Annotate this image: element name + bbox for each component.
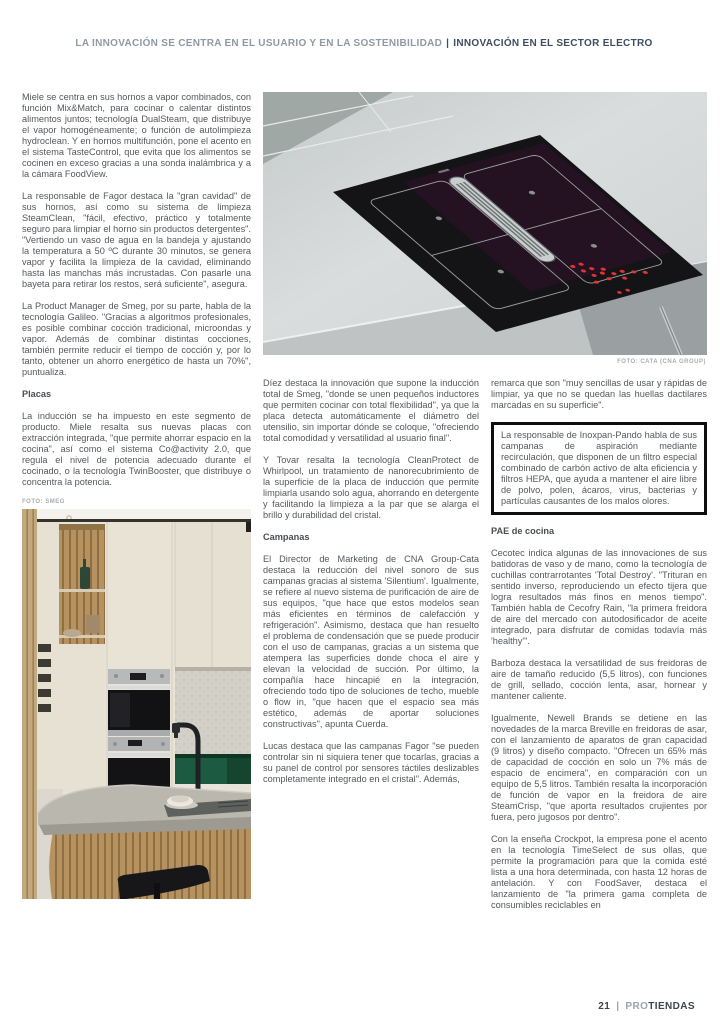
section-heading-campanas: Campanas bbox=[263, 532, 310, 542]
highlight-box-text: La responsable de Inoxpan-Pando habla de sus campanas de aspiración mediante recirculación, que disponen de un filtro especial combinado de carbón activo de alta eficiencia y filtros HEPA, que ayuda a mantener el aire libre de polvo, polen, ácaros, virus, bacterias y partículas causantes de los malos olores. bbox=[501, 430, 697, 506]
photo-credit-cata: FOTO: CATA (CNA GROUP) bbox=[617, 359, 706, 365]
body-paragraph: Barboza destaca la versatilidad de sus freidoras de aire de tamaño reducido (5,5 litros), con funciones de grill, sellado, cocción lenta, asar, hornear y mantener caliente. bbox=[491, 658, 707, 701]
header-separator: | bbox=[446, 38, 450, 49]
cooktop-photo bbox=[263, 92, 707, 355]
body-paragraph: remarca que son "muy sencillas de usar y rápidas de limpiar, ya que no se quedan las huellas dactilares marcadas en su superficie". bbox=[491, 378, 707, 410]
body-paragraph: Miele se centra en sus hornos a vapor combinados, con función Mix&Match, para cocinar o calentar distintos alimentos juntos; tecnología DualSteam, que distribuye el vapor homogéneamente; o función de autolimpieza hydroclean. Y en hornos multifunción, pone el acento en el sistema TasteControl, que evita que los alimentos se cocinen en exceso gracias a una sonda inalámbrica y a la cámara FoodView. bbox=[22, 92, 251, 179]
body-paragraph: Igualmente, Newell Brands se detiene en las novedades de la marca Breville en freidoras de asar, con el lanzamiento de aparatos de gran capacidad (9 litros) y diseño compacto. "Ofrecen un 65% más de capacidad de cocción en solo un 7% más de espacio de encimera", en comparación con un equipo de 5,5 litros. También resalta la incorporación de función de vapor en la freidora de aire SteamCrisp, "que aporta resultados crujientes por fuera, pero jugosos por dentro". bbox=[491, 713, 707, 822]
header-kicker: LA INNOVACIÓN SE CENTRA EN EL USUARIO Y EN LA SOSTENIBILIDAD bbox=[75, 38, 443, 49]
column-right bbox=[491, 378, 707, 922]
page-footer bbox=[598, 1001, 695, 1012]
brand-light-part: PRO bbox=[625, 1001, 649, 1012]
body-paragraph: La responsable de Fagor destaca la "gran cavidad" de sus hornos, así como su sistema de limpieza SteamClean, "fácil, efectivo, práctico y totalmente seguro para limpiar el horno sin productos detergentes". "Vertiendo un vaso de agua en la bandeja y ajustando la temperatura a 50 ºC durante 30 minutos, se genera vapor y facilita la limpieza de la cavidad, eliminando hasta las manchas más incrustadas. Con pasarle una bayeta para retirar los restos, será suficiente", asegura. bbox=[22, 191, 251, 289]
body-paragraph: Cecotec indica algunas de las innovaciones de sus batidoras de vaso y de mano, como la tecnología de cuchillas contrarrotantes 'Total Destroy'. "Trituran en sentido inverso, reproduciendo un efecto tijera que logra resultados más finos en menos tiempo". También habla de Cecofry Rain, "la primera freidora de aire del mercado con autodosificador de aceite integrado, para disfrutar de comidas todavía más 'healthy'". bbox=[491, 548, 707, 646]
article-body bbox=[22, 92, 707, 922]
page-number: 21 bbox=[598, 1001, 611, 1012]
brand-bold-part: TIENDAS bbox=[648, 1001, 695, 1012]
body-paragraph: La Product Manager de Smeg, por su parte, habla de la tecnología Galileo. "Gracias a algoritmos profesionales, es posible combinar cocción tradicional, microondas y vapor. Además de combinar distintas cocciones, también permite reducir el tiempo de cocción y, por lo tanto, obtener un ahorro energético de hasta un 70%", puntualiza. bbox=[22, 301, 251, 377]
page-header bbox=[0, 38, 728, 49]
body-paragraph: Y Tovar resalta la tecnología CleanProtect de Whirlpool, un tratamiento de nanorecubrimiento de la superficie de la placa de inducción que permite limpiarla usando solo agua, ahorrando en detergente y facilitando la limpieza a la par que se alarga el brillo y durabilidad del cristal. bbox=[263, 455, 479, 520]
body-paragraph: Díez destaca la innovación que supone la inducción total de Smeg, "donde se unen pequeños inductores que permiten cocinar con total flexibilidad", ya que la placa detecta automáticamente el diámetro del utensilio, sin importar dónde se coloque, "ofreciendo total comodidad y versatilidad al usuario final". bbox=[263, 378, 479, 443]
body-paragraph: El Director de Marketing de CNA Group-Cata destaca la reducción del nivel sonoro de sus campanas gracias al sistema 'Silentium'. Igualmente, se refiere al nuevo sistema de purificación de aire de sus equipos, "que hace que estos modelos sean más eficientes en términos de calefacción y refrigeración". Asimismo, destaca que han resuelto el problema de condensación que se puede producir con el uso de campanas, gracias a un sistema que atempera las superficies donde choca el aire y elevan la velocidad de succión. Por último, la compañía hace hincapié en la integración, ofreciendo todo tipo de soluciones de techo, mueble o flow in, "que hacen que el espacio sea más estético, además de aportar soluciones constructivas", apunta Cuerda. bbox=[263, 554, 479, 729]
kitchen-photo bbox=[22, 509, 251, 899]
column-middle bbox=[263, 378, 479, 922]
section-heading-placas: Placas bbox=[22, 389, 52, 399]
column-right-block bbox=[263, 92, 707, 922]
body-paragraph: Con la enseña Crockpot, la empresa pone el acento en la tecnología TimeSelect de sus ollas, que permite la programación para que la comida esté lista a una hora determinada, con hasta 12 horas de antelación. Y con FoodSaver, destaca el lanzamiento de "la primera gama completa de consumibles reciclables en bbox=[491, 834, 707, 910]
body-paragraph: Lucas destaca que las campanas Fagor "se pueden controlar sin ni siquiera tener que tocarlas, gracias a su panel de control por sensores táctiles deslizables completamente integrado en el cristal". Además, bbox=[263, 741, 479, 784]
column-left bbox=[22, 92, 251, 922]
section-heading-pae: PAE de cocina bbox=[491, 526, 555, 536]
footer-separator: | bbox=[616, 1001, 620, 1012]
highlight-box bbox=[491, 422, 707, 515]
magazine-brand bbox=[625, 1001, 695, 1012]
photo-credit-smeg: FOTO: SMEG bbox=[22, 499, 65, 505]
cooktop-photo-illustration bbox=[263, 92, 707, 355]
header-title: INNOVACIÓN EN EL SECTOR ELECTRO bbox=[453, 38, 653, 49]
kitchen-photo-illustration bbox=[22, 509, 251, 899]
body-paragraph: La inducción se ha impuesto en este segmento de producto. Miele resalta sus nuevas placas con extracción integrada, "que permite ahorrar espacio en la cocina", así como el sistema Co@activity 2.0, que regula el nivel de potencia adecuado durante el cocinado, o la tecnología TwinBooster, que distribuye o concentra la potencia. bbox=[22, 411, 251, 487]
